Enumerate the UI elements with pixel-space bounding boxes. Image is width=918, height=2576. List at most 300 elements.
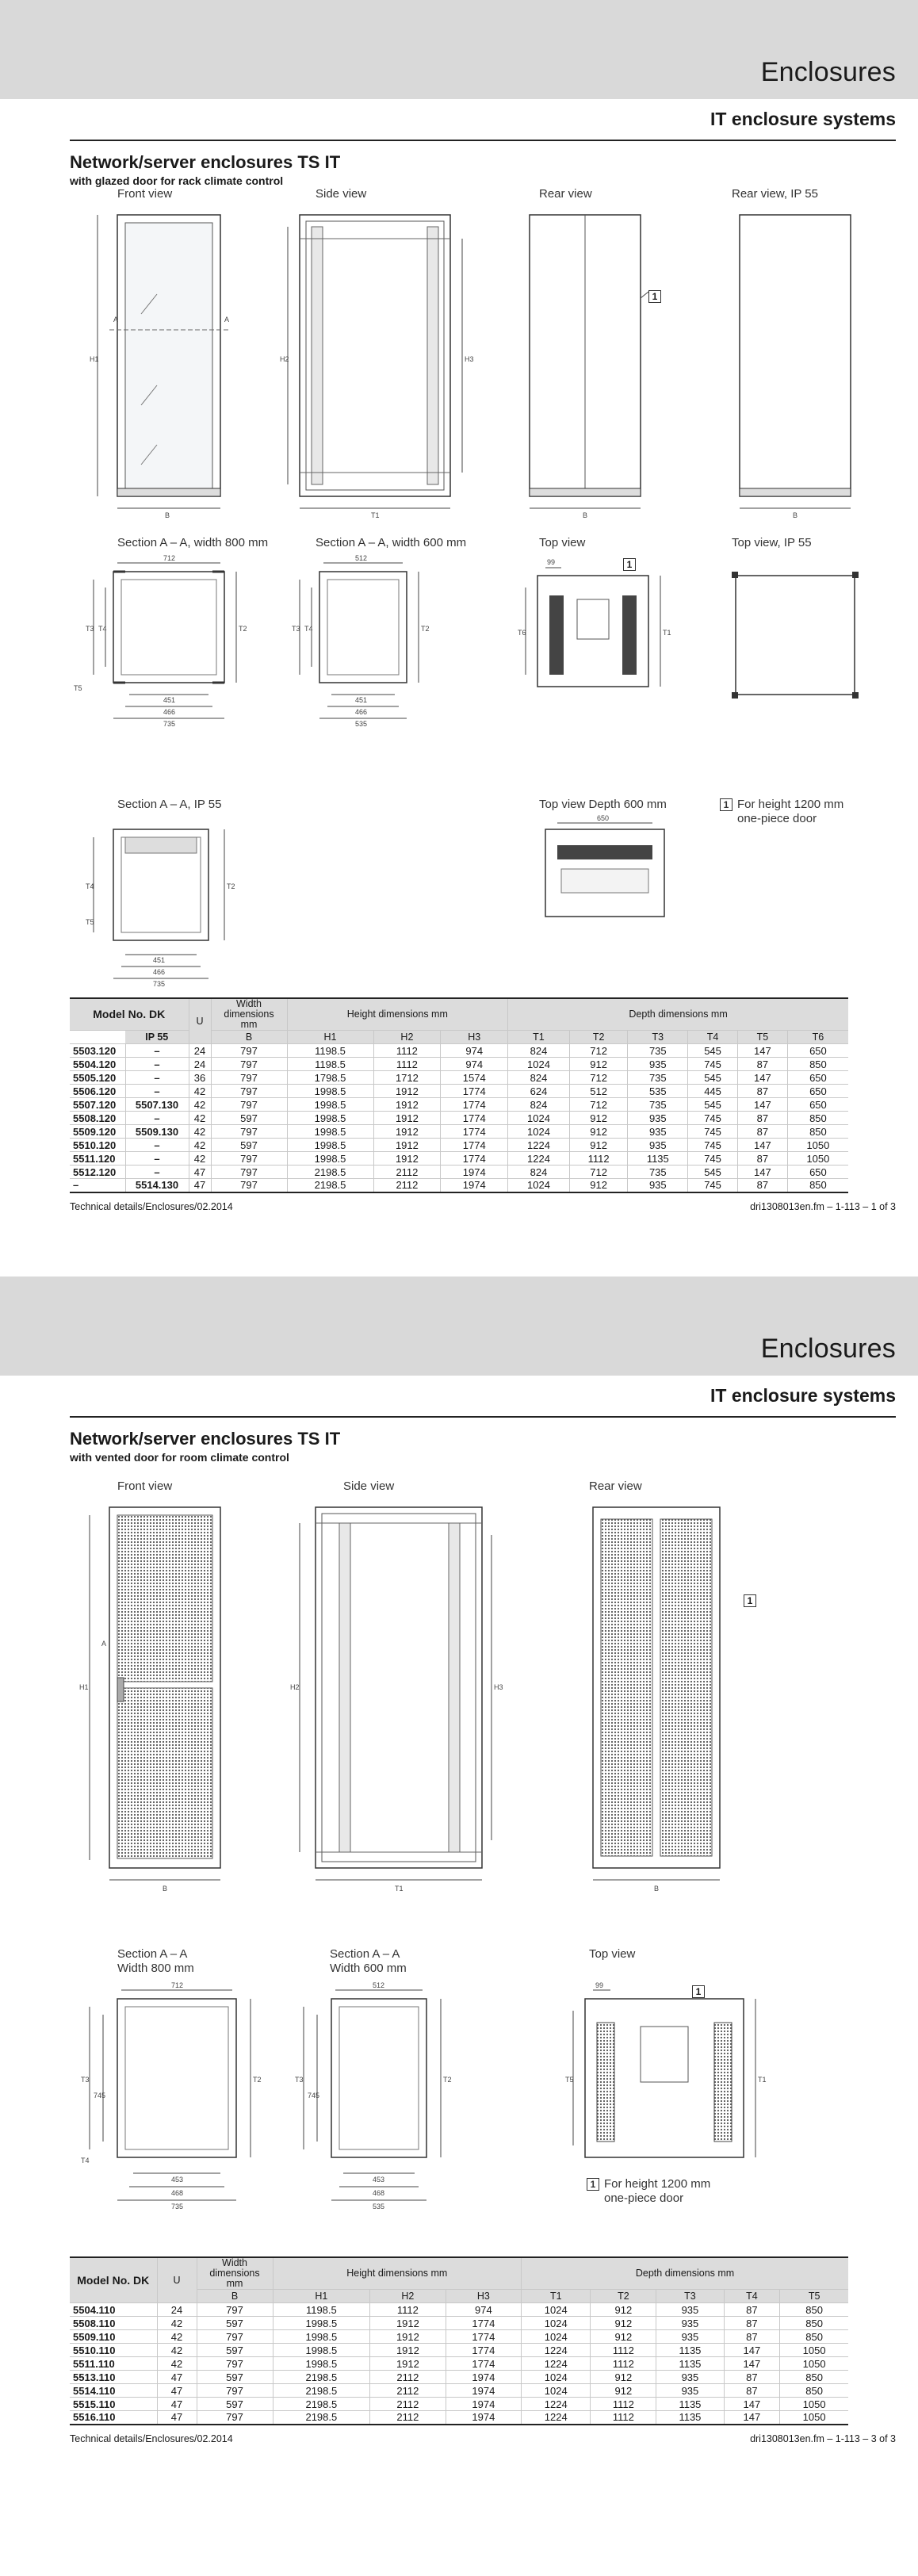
table-cell: 2198.5 — [287, 1179, 373, 1192]
table-cell: 1135 — [628, 1152, 688, 1166]
callout-1-p2: 1 — [744, 1594, 756, 1607]
table-row — [70, 1058, 848, 1071]
table-cell: 712 — [569, 1071, 628, 1085]
footer-left-2: Technical details/Enclosures/02.2014 — [70, 2432, 233, 2444]
dim-b-rear: B — [583, 511, 588, 519]
title-rule-2 — [70, 1416, 896, 1418]
table-cell: 597 — [197, 2344, 273, 2357]
dim-712: 712 — [163, 554, 176, 562]
table-cell: 5511.110 — [70, 2357, 157, 2371]
table-cell: 597 — [211, 1112, 287, 1125]
label-side-view: Side view — [316, 187, 367, 201]
label-section-600: Section A – A, width 600 mm — [316, 536, 467, 549]
table-cell: 1224 — [522, 2411, 591, 2425]
table-cell: 5510.110 — [70, 2344, 157, 2357]
table-cell: 1112 — [591, 2344, 656, 2357]
table-cell: 1912 — [373, 1098, 441, 1112]
table-row — [70, 1166, 848, 1179]
table-cell: 1112 — [373, 1044, 441, 1058]
table-cell: 797 — [197, 2357, 273, 2371]
table-cell: 650 — [787, 1071, 848, 1085]
table-cell: 824 — [508, 1166, 570, 1179]
table-cell: 797 — [211, 1125, 287, 1139]
table-cell: 1774 — [441, 1098, 508, 1112]
table-cell: 42 — [157, 2317, 197, 2330]
table-cell: 512 — [569, 1085, 628, 1098]
table-cell: 42 — [189, 1152, 211, 1166]
table-cell: 824 — [508, 1098, 570, 1112]
th-sub-t4: T4 — [688, 1031, 738, 1044]
table-row — [70, 1152, 848, 1166]
table-row — [70, 1085, 848, 1098]
label-section-800-2b: Width 800 mm — [117, 1962, 194, 1975]
section-title: Network/server enclosures TS IT — [70, 152, 341, 172]
table-cell: 5508.120 — [70, 1112, 125, 1125]
dim-a-left: A — [113, 316, 119, 323]
dim-a-2: A — [101, 1640, 107, 1648]
label-section-800: Section A – A, width 800 mm — [117, 536, 269, 549]
th-u: U — [189, 998, 211, 1044]
footer-2 — [70, 2433, 896, 2449]
table-cell: 87 — [724, 2371, 780, 2384]
table-cell: 5507.120 — [70, 1098, 125, 1112]
dim-t6: T6 — [518, 629, 526, 637]
table-cell: – — [125, 1071, 189, 1085]
label-front-view: Front view — [117, 187, 173, 201]
th-sub-t3: T3 — [628, 1031, 688, 1044]
table-cell: 712 — [569, 1098, 628, 1112]
th-sub-h2: H2 — [370, 2290, 446, 2303]
table-cell: 42 — [189, 1098, 211, 1112]
table-cell: 1024 — [508, 1125, 570, 1139]
table-cell: 1974 — [446, 2384, 521, 2398]
table-cell: 1135 — [656, 2344, 724, 2357]
table-cell: 42 — [157, 2330, 197, 2344]
footnote-marker-2: 1 — [587, 2178, 599, 2191]
table-cell: 1774 — [446, 2330, 521, 2344]
callout-1-top-2: 1 — [692, 1985, 705, 1998]
th-sub-t1: T1 — [508, 1031, 570, 1044]
dim-h3: H3 — [465, 355, 474, 363]
dim-453: 453 — [171, 2176, 184, 2184]
table-row — [70, 2398, 848, 2411]
footnote-line2-2: one-piece door — [604, 2191, 684, 2205]
table-cell: 1998.5 — [287, 1139, 373, 1152]
table-cell: 1112 — [370, 2303, 446, 2317]
table-cell: 87 — [737, 1125, 787, 1139]
table-cell: 1974 — [446, 2398, 521, 2411]
table-cell: 974 — [441, 1044, 508, 1058]
table-cell: 1112 — [569, 1152, 628, 1166]
table-cell: – — [125, 1058, 189, 1071]
table-cell: – — [125, 1152, 189, 1166]
table-cell: 1774 — [446, 2344, 521, 2357]
footer-left: Technical details/Enclosures/02.2014 — [70, 1200, 233, 1212]
table-cell: 1912 — [373, 1085, 441, 1098]
table-cell: 2112 — [373, 1166, 441, 1179]
label-top-view-d600: Top view Depth 600 mm — [539, 798, 667, 811]
header-title-2: Enclosures — [760, 1334, 896, 1364]
table-cell: 850 — [780, 2384, 848, 2398]
footnote-line1: For height 1200 mm — [737, 798, 844, 811]
th-sub-h3: H3 — [441, 1031, 508, 1044]
table-cell: 1998.5 — [273, 2330, 370, 2344]
table-cell: 1774 — [441, 1085, 508, 1098]
table-cell: 797 — [211, 1071, 287, 1085]
table-row — [70, 1098, 848, 1112]
dim-b-2: B — [163, 1885, 168, 1893]
label-top-view: Top view — [539, 536, 586, 549]
footer — [70, 1201, 896, 1217]
table-row — [70, 2357, 848, 2371]
table-cell: 1912 — [370, 2330, 446, 2344]
th-sub-t2: T2 — [591, 2290, 656, 2303]
th-height-2: Height dimensions mm — [273, 2257, 522, 2290]
table-cell: 745 — [688, 1139, 738, 1152]
th-sub-t2: T2 — [569, 1031, 628, 1044]
table-cell: 1998.5 — [287, 1152, 373, 1166]
table-cell: 1050 — [787, 1139, 848, 1152]
label-section-800-2a: Section A – A — [117, 1947, 188, 1961]
table-cell: 147 — [724, 2344, 780, 2357]
table-cell: 1024 — [522, 2317, 591, 2330]
dim-t5-top-2: T5 — [565, 2076, 574, 2084]
table-cell: 1912 — [373, 1125, 441, 1139]
table-cell: 797 — [211, 1044, 287, 1058]
table-cell: 5514.110 — [70, 2384, 157, 2398]
dim-t3-600: T3 — [292, 625, 300, 633]
table-cell: 850 — [787, 1179, 848, 1192]
table-cell: 824 — [508, 1044, 570, 1058]
table-cell: 47 — [189, 1166, 211, 1179]
table-cell: 1574 — [441, 1071, 508, 1085]
table-cell: 850 — [787, 1058, 848, 1071]
table-cell: 797 — [211, 1166, 287, 1179]
dim-t4: T4 — [98, 625, 107, 633]
top-view-ip55-drawing — [728, 560, 863, 710]
table-cell: 824 — [508, 1071, 570, 1085]
table-cell: 1998.5 — [287, 1112, 373, 1125]
table-cell: 1024 — [508, 1179, 570, 1192]
dim-b: B — [165, 511, 170, 519]
table-cell: 1974 — [441, 1166, 508, 1179]
table-cell: 42 — [189, 1125, 211, 1139]
table-cell: 1998.5 — [287, 1125, 373, 1139]
table-cell: 445 — [688, 1085, 738, 1098]
table-cell: 935 — [656, 2317, 724, 2330]
rear-view-drawing — [522, 203, 648, 520]
table-cell: 912 — [569, 1125, 628, 1139]
table-cell: 1974 — [446, 2371, 521, 2384]
footnote-1-p2 — [587, 2177, 710, 2206]
table-cell: 36 — [189, 1071, 211, 1085]
table-cell: 1224 — [508, 1152, 570, 1166]
table-cell: 5509.120 — [70, 1125, 125, 1139]
section-subtitle-2: with vented door for room climate control — [70, 1451, 289, 1464]
table-cell: 42 — [189, 1085, 211, 1098]
table-cell: 1998.5 — [273, 2344, 370, 2357]
th-model-2: Model No. DK — [70, 2257, 157, 2303]
table-cell: 5509.110 — [70, 2330, 157, 2344]
dim-t5-ip: T5 — [86, 918, 94, 926]
table-cell: 42 — [157, 2357, 197, 2371]
table-cell: 650 — [787, 1044, 848, 1058]
table-cell: – — [125, 1044, 189, 1058]
dim-466-ip: 466 — [153, 968, 166, 976]
dim-535: 535 — [355, 720, 368, 728]
table-row — [70, 2303, 848, 2317]
table-cell: 42 — [189, 1112, 211, 1125]
table-cell: 935 — [656, 2384, 724, 2398]
page-2 — [0, 1277, 918, 2576]
table-cell: 1224 — [522, 2344, 591, 2357]
header-band-2 — [0, 1277, 918, 1376]
table-cell: 974 — [446, 2303, 521, 2317]
table-cell: 850 — [780, 2317, 848, 2330]
table-cell: 1024 — [522, 2330, 591, 2344]
table-cell: 735 — [628, 1098, 688, 1112]
table-cell: 24 — [189, 1058, 211, 1071]
table-cell: 2112 — [370, 2384, 446, 2398]
table-cell: 147 — [737, 1044, 787, 1058]
table-cell: 5504.120 — [70, 1058, 125, 1071]
dim-451-ip: 451 — [153, 956, 166, 964]
table-cell: 1198.5 — [273, 2303, 370, 2317]
top-view-d600-drawing — [537, 813, 672, 932]
table-cell: 850 — [780, 2330, 848, 2344]
dim-t2-600: T2 — [421, 625, 430, 633]
table-cell: 1912 — [370, 2317, 446, 2330]
table-cell: 2112 — [370, 2411, 446, 2425]
dim-t1: T1 — [371, 511, 380, 519]
table-row — [70, 1112, 848, 1125]
footnote-line2: one-piece door — [737, 812, 817, 825]
dim-466: 466 — [163, 708, 176, 716]
drawings-area — [70, 187, 896, 997]
table-cell: 87 — [737, 1112, 787, 1125]
table-cell: 47 — [157, 2384, 197, 2398]
section-600-drawing — [276, 552, 442, 734]
table-cell: 24 — [157, 2303, 197, 2317]
table-cell: 2198.5 — [273, 2371, 370, 2384]
th-width: Width dimensions mm — [211, 998, 287, 1031]
table-cell: 47 — [157, 2371, 197, 2384]
table-cell: 797 — [211, 1152, 287, 1166]
th-width-2: Width dimensions mm — [197, 2257, 273, 2290]
dim-t3: T3 — [86, 625, 94, 633]
table-cell: 1974 — [446, 2411, 521, 2425]
dim-99: 99 — [547, 558, 556, 566]
dim-h1: H1 — [90, 355, 99, 363]
table-cell: 535 — [628, 1085, 688, 1098]
header-title: Enclosures — [760, 57, 896, 87]
table-cell: 147 — [724, 2398, 780, 2411]
dim-451: 451 — [163, 696, 176, 704]
th-sub-h2: H2 — [373, 1031, 441, 1044]
table-cell: 2198.5 — [287, 1166, 373, 1179]
rear-view-2-drawing — [585, 1499, 728, 1912]
table-cell: 912 — [591, 2371, 656, 2384]
table-cell: 5506.120 — [70, 1085, 125, 1098]
table-cell: 935 — [628, 1139, 688, 1152]
table-cell: 87 — [724, 2317, 780, 2330]
dim-512: 512 — [355, 554, 368, 562]
label-top-view-2: Top view — [589, 1947, 636, 1961]
table-cell: 850 — [780, 2371, 848, 2384]
table-cell: 87 — [724, 2384, 780, 2398]
dim-t2-ip: T2 — [227, 882, 235, 890]
label-section-ip55: Section A – A, IP 55 — [117, 798, 222, 811]
dim-535-2: 535 — [373, 2203, 385, 2210]
dim-b-rear-ip: B — [793, 511, 798, 519]
table-cell: 912 — [591, 2317, 656, 2330]
table-row — [70, 1071, 848, 1085]
table-cell: 797 — [211, 1085, 287, 1098]
table-cell: 1024 — [508, 1058, 570, 1071]
section-800-drawing — [70, 552, 252, 734]
th-sub-t6: T6 — [787, 1031, 848, 1044]
table-cell: 712 — [569, 1044, 628, 1058]
table-cell: 650 — [787, 1085, 848, 1098]
table-cell: – — [125, 1139, 189, 1152]
table-cell: 1998.5 — [287, 1085, 373, 1098]
table-cell: 1774 — [446, 2357, 521, 2371]
th-depth: Depth dimensions mm — [508, 998, 848, 1031]
th-model: Model No. DK — [70, 998, 189, 1031]
table-cell: 912 — [591, 2384, 656, 2398]
table-cell: 912 — [591, 2330, 656, 2344]
table-cell: 797 — [197, 2303, 273, 2317]
subtitle-2: IT enclosure systems — [710, 1385, 896, 1406]
dim-453-600: 453 — [373, 2176, 385, 2184]
table-cell: 5514.130 — [125, 1179, 189, 1192]
table-cell: 1224 — [522, 2398, 591, 2411]
label-top-view-ip55: Top view, IP 55 — [732, 536, 812, 549]
page-1 — [0, 0, 918, 1277]
table-row — [70, 2411, 848, 2425]
table-cell: 1024 — [522, 2384, 591, 2398]
table-cell: 1198.5 — [287, 1058, 373, 1071]
table-cell: 1050 — [787, 1152, 848, 1166]
table-cell: 1224 — [508, 1139, 570, 1152]
table-cell: 147 — [724, 2357, 780, 2371]
table-cell: 1774 — [441, 1139, 508, 1152]
table-cell: 47 — [157, 2398, 197, 2411]
th-sub-t1: T1 — [522, 2290, 591, 2303]
table-cell: 1198.5 — [287, 1044, 373, 1058]
table-cell: 2198.5 — [273, 2398, 370, 2411]
table-cell: 87 — [724, 2330, 780, 2344]
th-sub-h1: H1 — [287, 1031, 373, 1044]
dim-t3-2: T3 — [81, 2076, 90, 2084]
th-empty — [70, 1031, 125, 1044]
callout-1-top: 1 — [623, 558, 636, 571]
dim-t4-2: T4 — [81, 2157, 90, 2165]
table-cell: 5510.120 — [70, 1139, 125, 1152]
th-ip55: IP 55 — [125, 1031, 189, 1044]
table-cell: 87 — [737, 1085, 787, 1098]
table-cell: 735 — [628, 1166, 688, 1179]
table-row — [70, 1044, 848, 1058]
th-sub-t4: T4 — [724, 2290, 780, 2303]
table-cell: 650 — [787, 1166, 848, 1179]
dim-468-600: 468 — [373, 2189, 385, 2197]
footer-right-2: dri1308013en.fm – 1-113 – 3 of 3 — [750, 2432, 896, 2444]
table-cell: 2112 — [373, 1179, 441, 1192]
th-height: Height dimensions mm — [287, 998, 508, 1031]
footer-right: dri1308013en.fm – 1-113 – 1 of 3 — [750, 1200, 896, 1212]
footnote-1 — [720, 798, 843, 826]
table-cell: 5515.110 — [70, 2398, 157, 2411]
table-cell: 5516.110 — [70, 2411, 157, 2425]
section-600-2-drawing — [284, 1979, 466, 2217]
table-cell: 935 — [628, 1179, 688, 1192]
header-band — [0, 0, 918, 99]
table-cell: 797 — [197, 2384, 273, 2398]
table-cell: 2198.5 — [273, 2411, 370, 2425]
table-cell: 797 — [197, 2411, 273, 2425]
table-cell: 745 — [688, 1112, 738, 1125]
table-cell: 545 — [688, 1098, 738, 1112]
table-cell: 597 — [211, 1139, 287, 1152]
drawings-area-2 — [70, 1464, 896, 2256]
side-view-2-drawing — [284, 1499, 506, 1912]
table-cell: 1050 — [780, 2411, 848, 2425]
th-sub-b: B — [211, 1031, 287, 1044]
table-cell: 1774 — [441, 1112, 508, 1125]
table-cell: 850 — [780, 2303, 848, 2317]
table-cell: – — [125, 1166, 189, 1179]
table-cell: 1774 — [441, 1125, 508, 1139]
table-cell: 797 — [211, 1058, 287, 1071]
table-row — [70, 1125, 848, 1139]
table-cell: 797 — [211, 1179, 287, 1192]
table-row — [70, 1179, 848, 1192]
table-cell: 1112 — [591, 2398, 656, 2411]
spec-table-vented — [70, 2256, 848, 2425]
table-cell: 597 — [197, 2317, 273, 2330]
label-section-600-2b: Width 600 mm — [330, 1962, 407, 1975]
dim-468: 468 — [171, 2189, 184, 2197]
table-cell: 147 — [737, 1139, 787, 1152]
table-cell: 87 — [737, 1058, 787, 1071]
section-subtitle: with glazed door for rack climate control — [70, 174, 284, 187]
label-side-view-2: Side view — [343, 1479, 395, 1493]
table-cell: 1024 — [522, 2371, 591, 2384]
table-cell: 1112 — [591, 2411, 656, 2425]
table-cell: 935 — [628, 1058, 688, 1071]
table-cell: 1912 — [373, 1152, 441, 1166]
table-cell: 935 — [656, 2371, 724, 2384]
th-sub-t5: T5 — [737, 1031, 787, 1044]
section-ip55-drawing — [70, 813, 244, 996]
subtitle: IT enclosure systems — [710, 109, 896, 129]
dim-451-600: 451 — [355, 696, 368, 704]
table-cell: 5509.130 — [125, 1125, 189, 1139]
table-cell: 850 — [787, 1112, 848, 1125]
table-cell: 47 — [189, 1179, 211, 1192]
dim-735-ip: 735 — [153, 980, 166, 988]
dim-h3-2: H3 — [494, 1683, 503, 1691]
table-cell: 5508.110 — [70, 2317, 157, 2330]
dim-t1-top-2: T1 — [758, 2076, 767, 2084]
dim-t2-2: T2 — [253, 2076, 262, 2084]
footnote-marker: 1 — [720, 798, 732, 811]
table-cell: 42 — [157, 2344, 197, 2357]
table-cell: 42 — [189, 1139, 211, 1152]
dim-t4-600: T4 — [304, 625, 313, 633]
table-cell: 147 — [737, 1071, 787, 1085]
